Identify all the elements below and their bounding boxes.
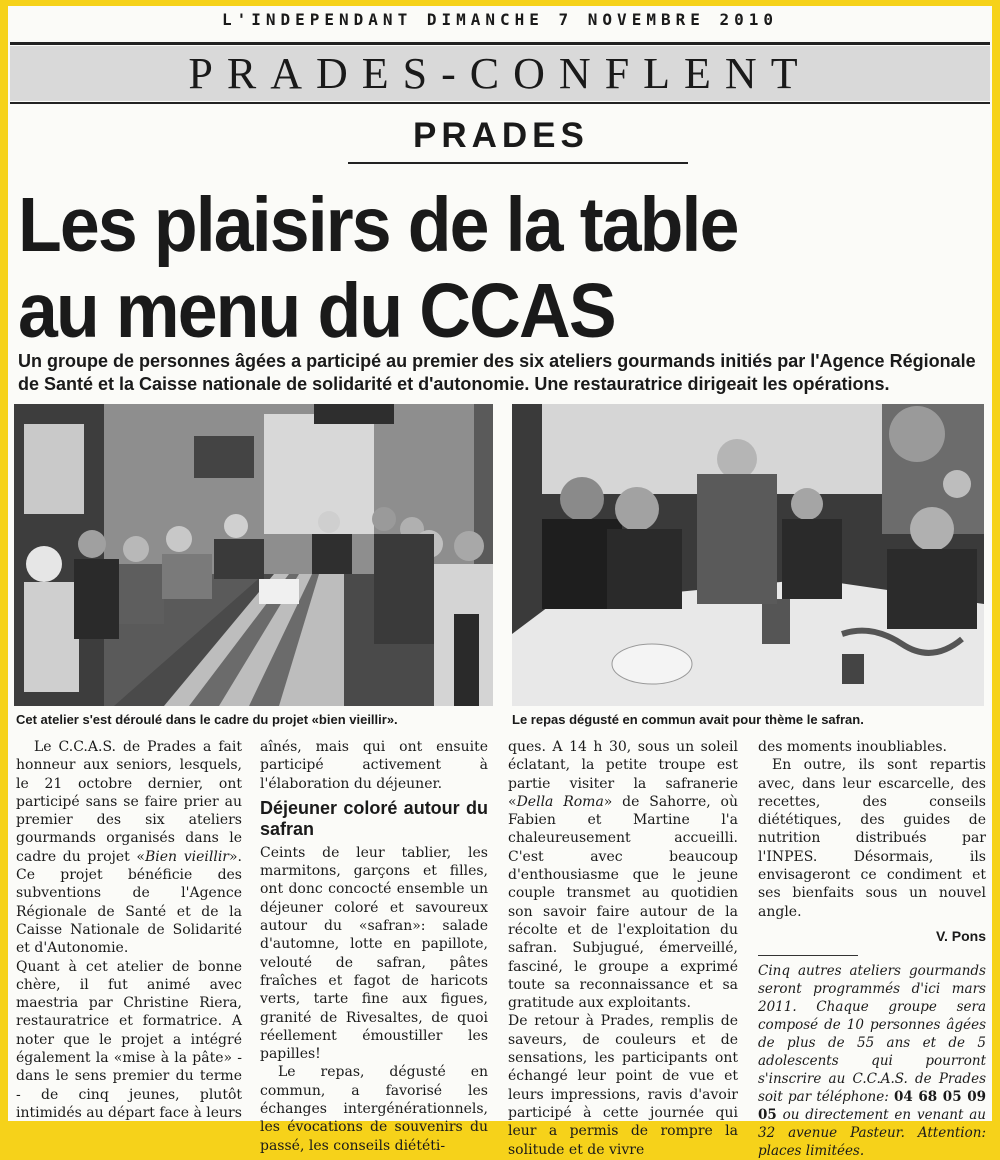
col1-p1-text-b: ». Ce projet bénéficie des subventions de l'Agence Régionale de Santé et de la Caisse Nationale de Solidarité et d'Autonomie. bbox=[16, 848, 242, 957]
col2-paragraph-3: Le repas, dégusté en commun, a favorisé les échanges intergénérationnels, les évocations de souvenirs du passé, les conseils diététi- bbox=[260, 1064, 488, 1154]
col3-p1-text-a: ques. A 14 h 30, sous un soleil éclatant, la petite troupe est partie visiter la safranerie « bbox=[508, 739, 738, 810]
photo-caption-2: Le repas dégusté en commun avait pour thème le safran. bbox=[512, 712, 864, 727]
phone-number: 04 68 05 09 05 bbox=[758, 1089, 986, 1124]
newspaper-page bbox=[8, 6, 992, 1160]
headline bbox=[18, 182, 911, 354]
col3-paragraph-2: De retour à Prades, remplis de saveurs, de couleurs et de sensations, les participants ont échangé leur point de vue et leurs impressions, ravis d'avoir participé à cette journée qui leur a permis de rompre la solitude et de vivre bbox=[508, 1013, 738, 1158]
col1-p1-text-a: Le C.C.A.S. de Prades a fait honneur aux seniors, lesquels, le 21 octobre dernier, ont participé sans se faire prier au premier des six ateliers gourmands organisés dans le cadre du projet « bbox=[16, 739, 242, 865]
headline-line-1: Les plaisirs de la table bbox=[18, 182, 738, 268]
col1-paragraph-2: Quant à cet atelier de bonne chère, il fut animé avec maestria par Christine Riera, restauratrice et formatrice. A noter que le projet a intégré également la «mise à la pâte» - dans le sens premier du terme - de cinq jeunes, plutôt intimidés au départ face à leurs bbox=[16, 958, 242, 1121]
lede: Un groupe de personnes âgées a participé au premier des six ateliers gourmands initiés par l'Agence Régionale de Santé et la Caisse nationale de solidarité et d'autonomie. Une restauratrice dirigeait les opérations. bbox=[18, 351, 976, 394]
col3-p1-emphasis: Della Roma bbox=[516, 793, 604, 810]
top-rule bbox=[10, 42, 990, 45]
col2-paragraph-1: aînés, mais qui ont ensuite participé activement à l'élaboration du déjeuner. bbox=[260, 739, 488, 792]
col1-p1-emphasis: Bien vieillir bbox=[144, 848, 229, 865]
photo-workshop-table bbox=[14, 404, 493, 706]
author-signature: V. Pons bbox=[935, 927, 986, 944]
subheading: Déjeuner coloré autour du safran bbox=[260, 797, 488, 839]
col4-paragraph-1: des moments inoubliables. bbox=[758, 739, 947, 755]
col3-p1-text-b: » de Sahorre, où Fabien et Martine l'a chaleureusement accueilli. C'est avec beaucoup d'enthousiasme que le jeune couple transmet au quotidien son savoir faire autour de la récolte et de l'exploitation du safran. Subjugué, émerveillé, fasciné, le groupe a exprimé toute sa reconnaissance et sa gratitude aux exploitants. bbox=[508, 793, 738, 1012]
photo-caption-1: Cet atelier s'est déroulé dans le cadre du projet «bien vieillir». bbox=[16, 712, 398, 727]
column-1 bbox=[16, 738, 242, 1121]
col3-paragraph-1 bbox=[508, 738, 738, 1012]
section-title: PRADES-CONFLENT bbox=[188, 49, 812, 98]
col1-paragraph-1 bbox=[16, 738, 242, 958]
kicker-rule bbox=[348, 162, 688, 164]
note-divider bbox=[758, 955, 858, 956]
section-rule bbox=[10, 102, 990, 104]
col2-paragraph-2: Ceints de leur tablier, les marmitons, garçons et filles, ont donc concocté ensemble un déjeuner coloré et savoureux autour du «safran»: salade d'automne, lotte en papillote, velouté de safran, pâtes fraîches et fagot de haricots verts, tarte fine aux figues, granité de Rivesaltes, de quoi réellement émoustiller les papilles! bbox=[260, 844, 488, 1063]
kicker: PRADES bbox=[413, 116, 589, 155]
info-note bbox=[758, 962, 986, 1160]
note-text-a: Cinq autres ateliers gourmands seront programmés d'ici mars 2011. Chaque groupe sera composé de 10 personnes âgées de plus de 55 ans et de 5 adolescents qui pourront s'inscrire au C.C.A.S. de Prades soit par téléphone: bbox=[758, 963, 986, 1106]
article-body bbox=[8, 738, 992, 1160]
note-text-b: ou directement en venant au 32 avenue Pasteur. Attention: places limitées. bbox=[758, 1107, 986, 1160]
column-2 bbox=[260, 738, 488, 1154]
photo-saffron-meal bbox=[512, 404, 984, 706]
dateline: L'INDEPENDANT DIMANCHE 7 NOVEMBRE 2010 bbox=[221, 10, 779, 29]
column-3 bbox=[508, 738, 738, 1158]
column-4 bbox=[758, 738, 986, 1160]
headline-line-2: au menu du CCAS bbox=[18, 268, 615, 354]
col4-paragraph-2: En outre, ils sont repartis avec, dans leur escarcelle, des recettes, des conseils diététiques, des guides de nutrition distribués par l'INPES. Désormais, ils envisageront ce condiment et ses bienfaits sous un nouvel angle. bbox=[758, 757, 986, 920]
